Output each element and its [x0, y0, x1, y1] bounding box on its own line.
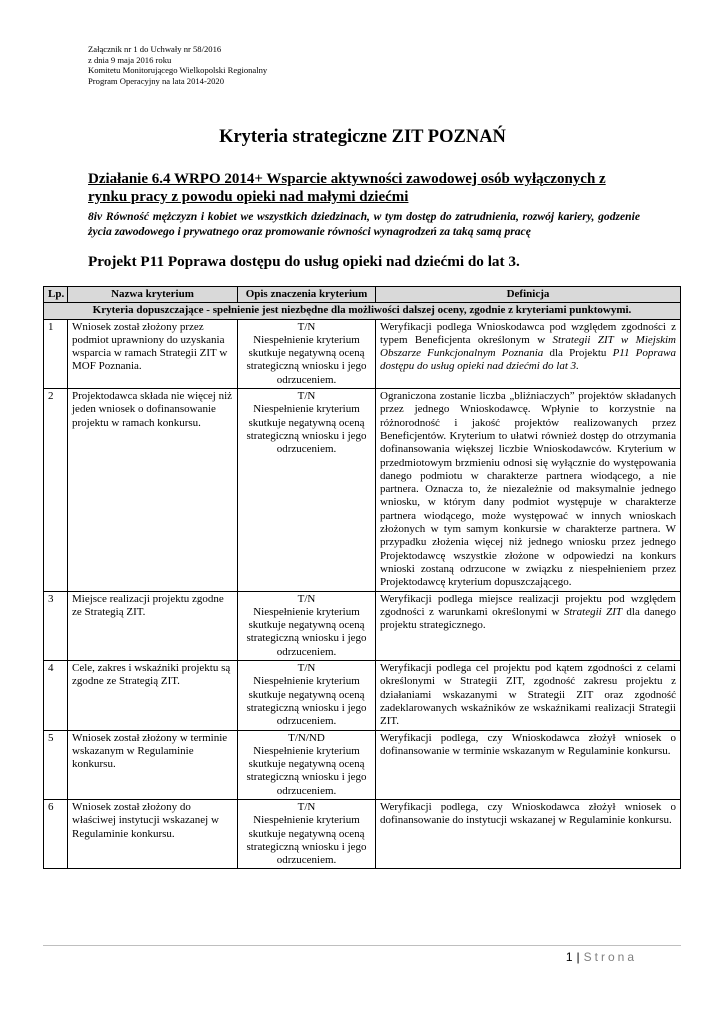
measure-heading: Działanie 6.4 WRPO 2014+ Wsparcie aktywności zawodowej osób wyłączonych z rynku pracy z powodu opieki nad małymi dziećmi	[88, 171, 606, 205]
row-definition	[376, 591, 681, 660]
row-consequence: Niespełnienie kryterium skutkuje negatywną oceną strategiczną wniosku i jego odrzuceniem.	[246, 814, 367, 867]
row-criterion-description	[238, 389, 376, 591]
row-assessment-code: T/N	[297, 390, 316, 403]
criteria-table	[43, 286, 681, 869]
row-assessment-code: T/N	[297, 662, 316, 675]
definition-text: Weryfikacji podlega miejsce realizacji projektu pod względem zgodności z warunkami określonymi w	[380, 592, 676, 618]
row-definition: Weryfikacji podlega, czy Wnioskodawca złożył wniosek o dofinansowanie do instytucji wskazanej w Regulaminie konkursu.	[376, 799, 681, 868]
definition-italic: Strategii ZIT	[563, 605, 623, 618]
definition-text: dla Projektu	[543, 347, 613, 360]
table-row	[44, 730, 681, 799]
row-definition: Weryfikacji podlega, czy Wnioskodawca złożył wniosek o dofinansowanie w terminie wskazanym w Regulaminie konkursu.	[376, 730, 681, 799]
row-assessment-code: T/N/ND	[288, 731, 325, 744]
attachment-note-line: Program Operacyjny na lata 2014-2020	[88, 75, 225, 86]
row-consequence: Niespełnienie kryterium skutkuje negatywną oceną strategiczną wniosku i jego odrzuceniem.	[246, 333, 367, 386]
row-lp: 5	[44, 730, 68, 799]
table-row	[44, 661, 681, 730]
row-criterion-name: Cele, zakres i wskaźniki projektu są zgodne ze Strategią ZIT.	[68, 661, 238, 730]
row-criterion-name: Miejsce realizacji projektu zgodne ze Strategią ZIT.	[68, 591, 238, 660]
row-lp: 4	[44, 661, 68, 730]
row-criterion-description	[238, 591, 376, 660]
row-definition: Ograniczona zostanie liczba „bliźniaczych” projektów składanych przez jednego Wnioskodawcę. Wpłynie to korzystnie na różnorodność i jakość projektów realizowanych przez Beneficjentów. Kryterium to ułatwi również dostęp do otrzymania dofinansowania większej liczbie Wnioskodawców. Kryterium w przedmiotowym brzmieniu odnosi się wyłącznie do występowania danego podmiotu w charakterze partnera wiodącego, a nie partnera. Oznacza to, że niezależnie od maksymalnie jednego wniosku, w którym dany podmiot występuje w charakterze partnera wiodącego, może występować w innych wnioskach złożonych w tym samym konkursie w charakterze partnera. W przypadku złożenia więcej niż jednego wniosku przez jednego Projektodawcę wszystkie złożone w odpowiedzi na konkurs wnioski zostaną odrzucone w związku z niespełnieniem przez Projektodawcę kryterium dopuszczającego.	[376, 389, 681, 591]
table-row	[44, 319, 681, 388]
row-consequence: Niespełnienie kryterium skutkuje negatywną oceną strategiczną wniosku i jego odrzuceniem.	[246, 403, 367, 456]
header-description: Opis znaczenia kryterium	[238, 287, 376, 303]
page-number: 1	[565, 950, 573, 964]
row-lp: 1	[44, 319, 68, 388]
row-lp: 6	[44, 799, 68, 868]
header-lp: Lp.	[44, 287, 68, 303]
row-criterion-name: Wniosek został złożony przez podmiot uprawniony do uzyskania wsparcia w ramach Strategii ZIT w MOF Poznania.	[68, 319, 238, 388]
footer-separator: |	[576, 950, 580, 964]
table-row	[44, 591, 681, 660]
row-lp: 2	[44, 389, 68, 591]
table-row	[44, 799, 681, 868]
project-heading: Projekt P11 Poprawa dostępu do usług opieki nad dziećmi do lat 3.	[88, 253, 520, 270]
row-consequence: Niespełnienie kryterium skutkuje negatywną oceną strategiczną wniosku i jego odrzuceniem.	[246, 605, 367, 658]
attachment-note-line: Załącznik nr 1 do Uchwały nr 58/2016	[88, 44, 222, 54]
table-row	[44, 389, 681, 591]
row-criterion-description	[238, 661, 376, 730]
section-row	[44, 303, 681, 319]
definition-text: dla danego projektu strategicznego.	[380, 605, 677, 632]
header-definition: Definicja	[376, 287, 681, 303]
row-criterion-description	[238, 319, 376, 388]
row-assessment-code: T/N	[297, 320, 316, 333]
row-definition: Weryfikacji podlega cel projektu pod kątem zgodności z celami określonymi w Strategii ZIT, zgodność zakresu projektu z działaniami wskazanymi w Strategii ZIT oraz zgodność zadeklarowanych wskaźników ze wskaźnikami realizacji Strategii ZIT.	[376, 661, 681, 730]
definition-italic: P11 Poprawa dostępu do usług opieki nad dziećmi do lat 3.	[380, 347, 676, 373]
row-consequence: Niespełnienie kryterium skutkuje negatywną oceną strategiczną wniosku i jego odrzuceniem.	[246, 675, 367, 728]
attachment-note	[88, 44, 267, 86]
attachment-note-line: Komitetu Monitorującego Wielkopolski Regionalny	[88, 65, 268, 76]
definition-text: Weryfikacji podlega Wnioskodawca pod względem zgodności z typem Beneficjenta określonym w	[380, 320, 676, 346]
row-criterion-name: Projektodawca składa nie więcej niż jeden wniosek o dofinansowanie projektu w ramach konkursu.	[68, 389, 238, 591]
page-word: Strona	[583, 950, 637, 964]
row-assessment-code: T/N	[297, 800, 316, 813]
row-lp: 3	[44, 591, 68, 660]
row-definition	[376, 319, 681, 388]
header-name: Nazwa kryterium	[68, 287, 238, 303]
row-consequence: Niespełnienie kryterium skutkuje negatywną oceną strategiczną wniosku i jego odrzuceniem.	[246, 744, 367, 797]
row-criterion-description	[238, 799, 376, 868]
section-label: Kryteria dopuszczające - spełnienie jest niezbędne dla możliwości dalszej oceny, zgodnie z kryteriami punktowymi.	[44, 303, 681, 319]
row-assessment-code: T/N	[297, 592, 316, 605]
investment-priority: 8iv Równość mężczyzn i kobiet we wszystkich dziedzinach, w tym dostęp do zatrudnienia, rozwój kariery, godzenie życia zawodowego i prywatnego oraz promowanie równości wynagrodzeń za taką samą pracę	[88, 210, 640, 238]
row-criterion-name: Wniosek został złożony do właściwej instytucji wskazanej w Regulaminie konkursu.	[68, 799, 238, 868]
page-footer	[566, 950, 637, 964]
footer-divider	[43, 945, 681, 946]
attachment-note-line: z dnia 9 maja 2016 roku	[88, 54, 172, 65]
definition-italic: Strategii ZIT w Miejskim Obszarze Funkcjonalnym Poznania	[380, 333, 676, 360]
row-criterion-name: Wniosek został złożony w terminie wskazanym w Regulaminie konkursu.	[68, 730, 238, 799]
row-criterion-description	[238, 730, 376, 799]
table-header-row	[44, 287, 681, 303]
document-title: Kryteria strategiczne ZIT POZNAŃ	[219, 127, 506, 147]
